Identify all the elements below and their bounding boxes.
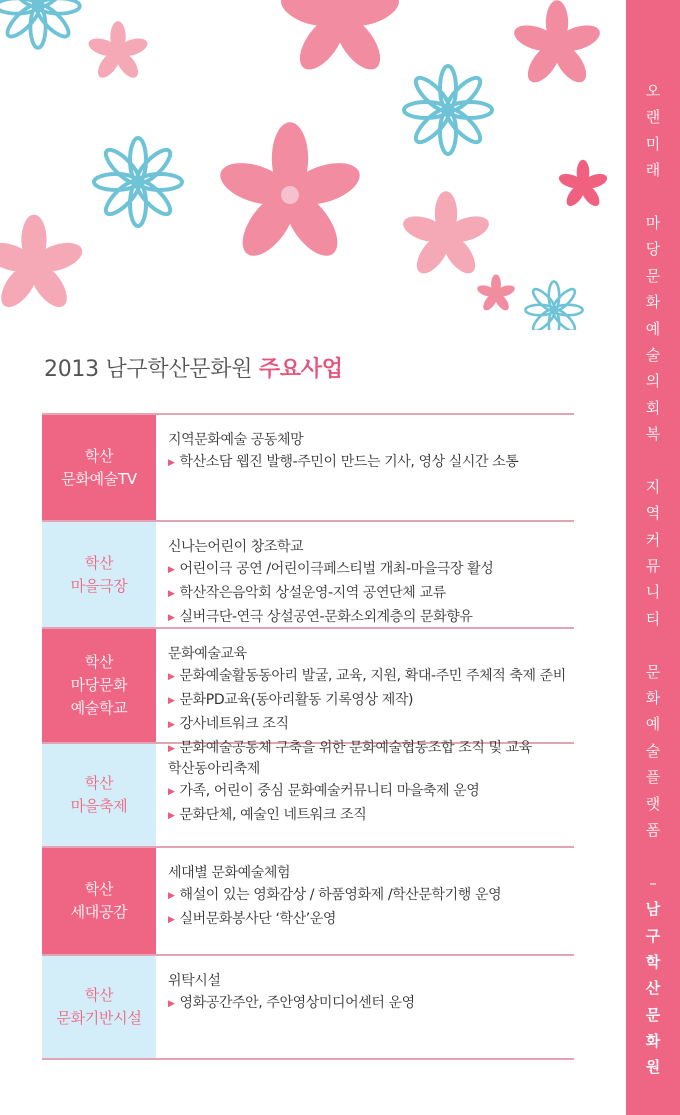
decorative-flowers <box>0 0 626 330</box>
list-item <box>168 713 574 737</box>
side-banner-char <box>651 632 656 658</box>
side-banner-char: 당 <box>645 240 661 259</box>
program-table <box>42 413 574 1060</box>
triangle-bullet-icon: ▶ <box>168 720 175 730</box>
side-banner-char: 학 <box>645 952 661 971</box>
row-label-line: 학산 <box>84 774 114 792</box>
row-label-line: 문화예술TV <box>61 469 137 488</box>
side-banner-char: 역 <box>645 504 661 523</box>
side-banner-char: 마 <box>645 213 661 232</box>
row-label-line: 마당문화 <box>70 676 128 694</box>
side-banner-char: 화 <box>645 1032 661 1051</box>
triangle-bullet-icon: ▶ <box>168 787 175 797</box>
list-item-text: 문화PD교육(동아리활동 기록영상 제작) <box>179 692 414 708</box>
side-banner-char: 술 <box>645 345 661 364</box>
side-banner-char: 남 <box>645 900 661 919</box>
list-item <box>168 689 574 713</box>
table-row <box>42 956 574 1060</box>
row-label-line: 학산 <box>84 653 114 671</box>
row-label <box>42 848 156 954</box>
triangle-bullet-icon: ▶ <box>168 999 175 1009</box>
side-banner-char: 미 <box>645 134 661 153</box>
side-banner <box>626 0 680 1115</box>
triangle-bullet-icon: ▶ <box>168 744 175 754</box>
row-heading: 지역문화예술 공동체망 <box>168 432 304 448</box>
list-item-text: 문화예술공동체 구축을 위한 문화예술협동조합 조직 및 교육 <box>179 740 532 756</box>
row-label <box>42 956 156 1058</box>
side-banner-char: 폼 <box>645 820 661 839</box>
list-item <box>168 558 574 582</box>
side-banner-char: 문 <box>645 662 661 681</box>
side-banner-char: 플 <box>645 768 661 787</box>
side-banner-char: 랜 <box>645 108 661 127</box>
page-title <box>44 352 343 383</box>
title-accent: 주요사업 <box>258 357 343 382</box>
side-banner-char: 문 <box>645 1005 661 1024</box>
row-content <box>156 744 574 846</box>
list-item-text: 학산소담 웹진 발행-주민이 만드는 기사, 영상 실시간 소통 <box>179 454 519 470</box>
list-item <box>168 804 574 828</box>
side-banner-char: 예 <box>645 715 661 734</box>
row-content <box>156 956 574 1058</box>
list-item-text: 가족, 어린이 중심 문화예술커뮤니티 마을축제 운영 <box>179 783 480 799</box>
triangle-bullet-icon: ▶ <box>168 672 175 682</box>
table-row <box>42 522 574 629</box>
table-row <box>42 629 574 756</box>
list-item <box>168 451 574 475</box>
row-heading: 신나는어린이 창조학교 <box>168 539 304 555</box>
list-item-text: 해설이 있는 영화감상 / 하품영화제 /학산문학기행 운영 <box>179 887 502 903</box>
side-banner-char: 구 <box>645 926 661 945</box>
side-banner-char: 문 <box>645 266 661 285</box>
row-content <box>156 415 574 520</box>
list-item <box>168 780 574 804</box>
row-label <box>42 629 156 742</box>
side-banner-char: 산 <box>645 979 661 998</box>
list-item <box>168 992 574 1016</box>
side-banner-char: 뮤 <box>645 557 661 576</box>
side-banner-char: 래 <box>645 161 661 180</box>
side-banner-char: 커 <box>645 530 661 549</box>
side-banner-char: 예 <box>645 319 661 338</box>
triangle-bullet-icon: ▶ <box>168 565 175 575</box>
list-item-text: 문화단체, 예술인 네트워크 조직 <box>179 807 367 823</box>
title-prefix: 2013 남구학산문화원 <box>44 357 253 382</box>
side-banner-char: 술 <box>645 741 661 760</box>
side-banner-char: 화 <box>645 293 661 312</box>
row-label-line: 학산 <box>84 986 114 1004</box>
table-row <box>42 848 574 956</box>
row-content <box>156 522 574 627</box>
triangle-bullet-icon: ▶ <box>168 811 175 821</box>
row-heading: 학산동아리축제 <box>168 761 260 777</box>
side-banner-char: 화 <box>645 688 661 707</box>
row-label <box>42 744 156 846</box>
side-banner-char: – <box>649 873 657 892</box>
row-label <box>42 415 156 520</box>
row-label-line: 학산 <box>84 880 114 898</box>
side-banner-char: 니 <box>645 583 661 602</box>
triangle-bullet-icon: ▶ <box>168 915 175 925</box>
list-item <box>168 908 574 932</box>
list-item-text: 실버극단-연극 상설공연-문화소외계층의 문화향유 <box>179 609 473 625</box>
pink-flower-top <box>277 0 404 77</box>
triangle-bullet-icon: ▶ <box>168 458 175 468</box>
row-label-line: 마을극장 <box>70 576 128 595</box>
side-banner-char: 랫 <box>645 794 661 813</box>
list-item <box>168 884 574 908</box>
side-banner-char <box>651 184 656 210</box>
list-item-text: 어린이극 공연 /어린이극페스티벌 개최-마을극장 활성 <box>179 561 494 577</box>
side-banner-char: 오 <box>645 82 661 100</box>
side-banner-char: 의 <box>645 372 661 391</box>
side-banner-char <box>651 447 656 473</box>
list-item <box>168 582 574 606</box>
row-label-line: 마을축제 <box>70 797 128 815</box>
side-banner-char: 원 <box>645 1058 661 1077</box>
row-label-line: 학산 <box>84 446 114 465</box>
triangle-bullet-icon: ▶ <box>168 696 175 706</box>
row-heading: 세대별 문화예술체험 <box>168 865 291 881</box>
row-heading: 위탁시설 <box>168 973 221 989</box>
list-item-text: 영화공간주안, 주안영상미디어센터 운영 <box>179 995 415 1011</box>
row-label-line: 예술학교 <box>70 699 128 717</box>
table-row <box>42 744 574 848</box>
row-content <box>156 629 574 756</box>
list-item-text: 문화예술활동동아리 발굴, 교육, 지원, 확대-주민 주체적 축제 준비 <box>179 668 566 684</box>
list-item <box>168 665 574 689</box>
list-item <box>168 606 574 630</box>
side-banner-char: 복 <box>645 425 661 444</box>
list-item-text: 강사네트워크 조직 <box>179 716 289 732</box>
side-banner-char <box>651 843 656 869</box>
row-label <box>42 522 156 627</box>
row-label-line: 학산 <box>84 553 114 572</box>
triangle-bullet-icon: ▶ <box>168 589 175 599</box>
list-item-text: 실버문화봉사단 ‘학산’운영 <box>179 911 337 927</box>
table-row <box>42 415 574 522</box>
row-heading: 문화예술교육 <box>168 646 247 662</box>
side-banner-char: 회 <box>645 398 661 417</box>
side-banner-char: 티 <box>645 609 661 628</box>
side-banner-char: 지 <box>645 477 661 496</box>
triangle-bullet-icon: ▶ <box>168 613 175 623</box>
row-label-line: 문화기반시설 <box>56 1009 142 1027</box>
row-content <box>156 848 574 954</box>
list-item-text: 학산작은음악회 상설운영-지역 공연단체 교류 <box>179 585 446 601</box>
side-banner-text <box>626 78 680 1081</box>
row-label-line: 세대공감 <box>70 903 128 921</box>
triangle-bullet-icon: ▶ <box>168 891 175 901</box>
